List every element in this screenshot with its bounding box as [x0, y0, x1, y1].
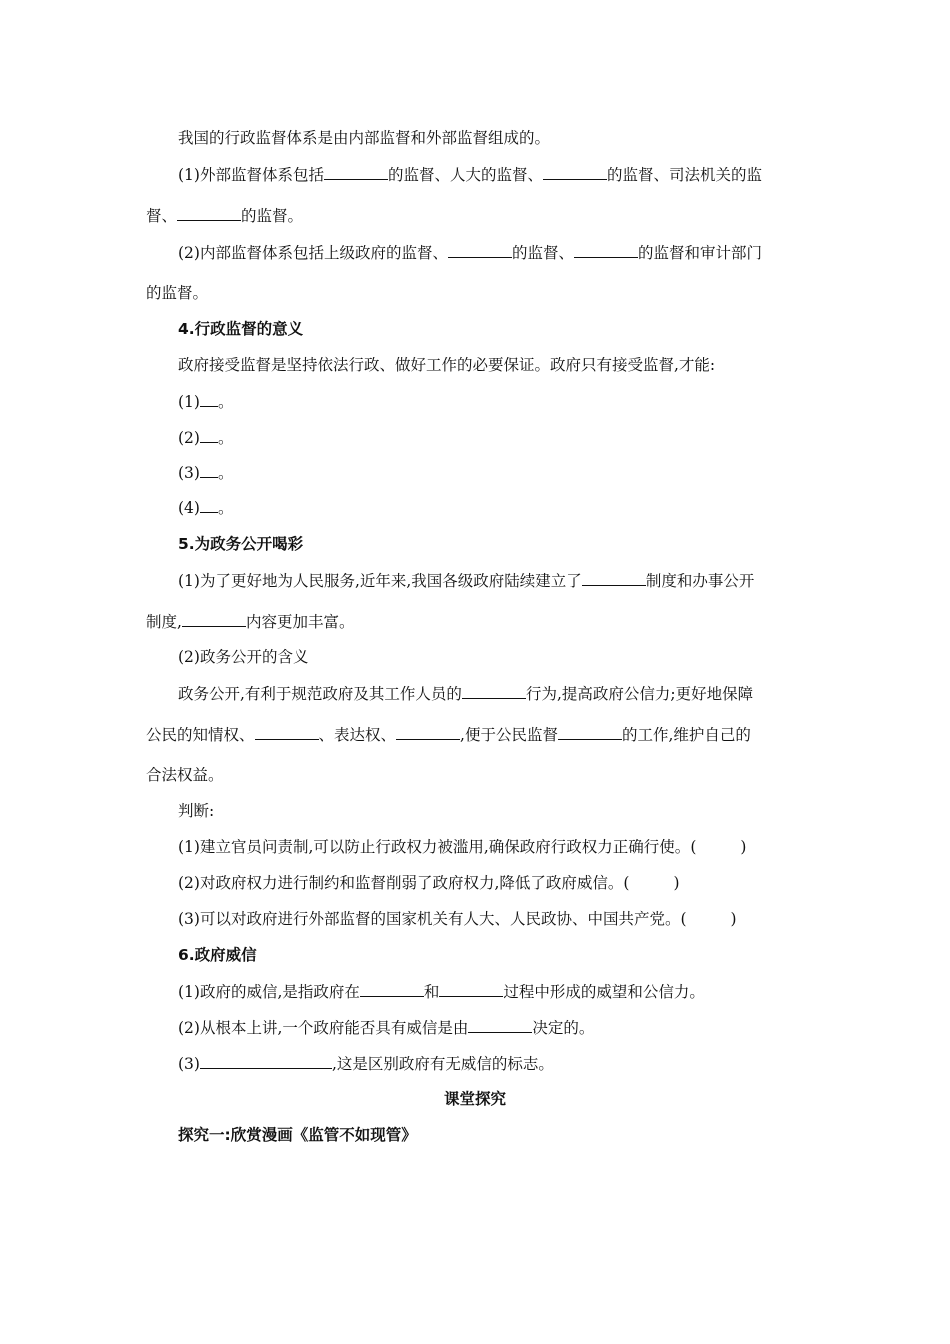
significance-item: (3) 。 — [178, 464, 234, 482]
open-government-meaning-line-3: 合法权益。 — [146, 766, 224, 784]
fill-blank[interactable] — [200, 462, 218, 478]
fill-blank[interactable] — [200, 497, 218, 513]
fill-blank[interactable] — [255, 724, 319, 740]
fill-blank[interactable] — [200, 427, 218, 443]
fill-blank[interactable] — [360, 981, 424, 997]
open-government-meaning-line-2: 公民的知情权、 、表达权、 ,便于公民监督 的工作,维护自己的 — [146, 726, 751, 744]
section-heading: 5.为政务公开喝彩 — [178, 535, 304, 553]
fill-blank[interactable] — [200, 1053, 332, 1069]
fill-blank[interactable] — [558, 724, 622, 740]
inquiry-one-heading: 探究一:欣赏漫画《监管不如现管》 — [178, 1126, 417, 1144]
open-government-meaning-line-1: 政务公开,有利于规范政府及其工作人员的 行为,提高政府公信力;更好地保障 — [178, 685, 754, 703]
internal-supervision-line-1: (2)内部监督体系包括上级政府的监督、 的监督、 的监督和审计部门 — [178, 244, 762, 262]
significance-intro: 政府接受监督是坚持依法行政、做好工作的必要保证。政府只有接受监督,才能: — [178, 356, 716, 374]
external-supervision-line-1: (1)外部监督体系包括 的监督、人大的监督、 的监督、司法机关的监 — [178, 166, 762, 184]
open-government-line-1: (1)为了更好地为人民服务,近年来,我国各级政府陆续建立了 制度和办事公开 — [178, 572, 755, 590]
fill-blank[interactable] — [324, 164, 388, 180]
internal-supervision-line-2: 的监督。 — [146, 284, 209, 302]
fill-blank[interactable] — [177, 205, 241, 221]
judge-item: (3)可以对政府进行外部监督的国家机关有人大、人民政协、中国共产党。( ) — [178, 910, 737, 928]
judge-item: (2)对政府权力进行制约和监督削弱了政府权力,降低了政府威信。( ) — [178, 874, 680, 892]
section-heading: 4.行政监督的意义 — [178, 320, 304, 338]
fill-blank[interactable] — [543, 164, 607, 180]
significance-item: (2) 。 — [178, 429, 234, 447]
significance-item: (4) 。 — [178, 499, 234, 517]
fill-blank[interactable] — [462, 683, 526, 699]
authority-item: (1)政府的威信,是指政府在 和 过程中形成的威望和公信力。 — [178, 983, 705, 1001]
fill-blank[interactable] — [582, 570, 646, 586]
supervision-system-intro: 我国的行政监督体系是由内部监督和外部监督组成的。 — [178, 129, 551, 147]
fill-blank[interactable] — [182, 611, 246, 627]
judge-item: (1)建立官员问责制,可以防止行政权力被滥用,确保政府行政权力正确行使。( ) — [178, 838, 747, 856]
fill-blank[interactable] — [200, 391, 218, 407]
section-heading: 6.政府威信 — [178, 946, 257, 964]
open-government-line-2: 制度, 内容更加丰富。 — [146, 613, 355, 631]
fill-blank[interactable] — [468, 1017, 532, 1033]
fill-blank[interactable] — [448, 242, 512, 258]
significance-item: (1) 。 — [178, 393, 234, 411]
authority-item: (3) ,这是区别政府有无威信的标志。 — [178, 1055, 554, 1073]
fill-blank[interactable] — [396, 724, 460, 740]
authority-item: (2)从根本上讲,一个政府能否具有威信是由 决定的。 — [178, 1019, 595, 1037]
fill-blank[interactable] — [574, 242, 638, 258]
judge-title: 判断: — [178, 802, 215, 820]
fill-blank[interactable] — [439, 981, 503, 997]
external-supervision-line-2: 督、 的监督。 — [146, 207, 304, 225]
open-government-meaning-title: (2)政务公开的含义 — [178, 648, 309, 666]
classroom-inquiry-title: 课堂探究 — [443, 1090, 506, 1108]
